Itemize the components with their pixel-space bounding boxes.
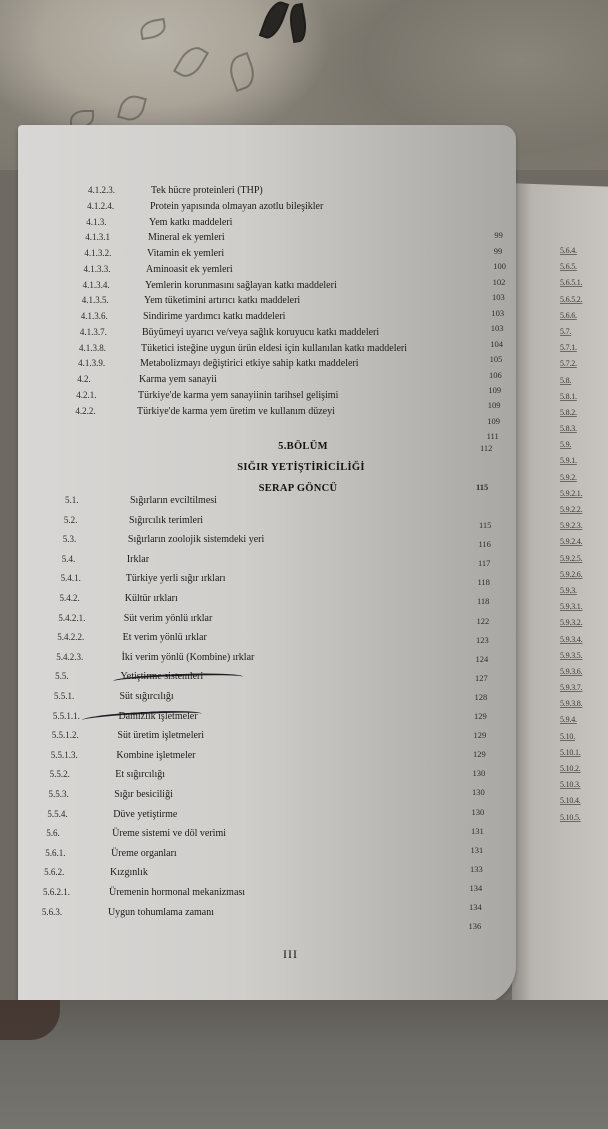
toc-entry-page: 129	[473, 730, 487, 741]
facing-page-entry-number: 5.7.1.	[560, 343, 577, 353]
leaf-pattern-icon	[259, 0, 290, 42]
toc-entry-title: Kızgınlık	[110, 867, 148, 879]
toc-entry-number: 4.1.3.9.	[78, 358, 106, 369]
toc-entry-title: Et sığırcılığı	[115, 769, 166, 781]
leaf-pattern-icon	[139, 18, 168, 40]
toc-entry-page: 115	[479, 520, 492, 530]
toc-entry-number: 4.1.3.	[86, 216, 107, 227]
toc-entry-title: Üremenin hormonal mekanizması	[109, 887, 246, 898]
toc-entry-page: 136	[468, 921, 482, 932]
toc-entry-number: 5.4.2.	[59, 593, 80, 603]
toc-entry-title: Mineral ek yemleri	[148, 232, 225, 244]
toc-entry-title: Türkiye'de karma yem sanayiinin tarihsel gelişimi	[138, 389, 339, 401]
toc-entry-number: 5.2.	[63, 514, 78, 525]
toc-entry-number: 5.5.3.	[48, 789, 69, 799]
toc-entry-page: 104	[490, 338, 503, 349]
toc-entry-page: 130	[472, 787, 485, 798]
facing-page-entry-number: 5.7.	[560, 326, 572, 336]
toc-entry-page: 124	[475, 653, 489, 664]
toc-entry-number: 4.2.1.	[76, 389, 97, 400]
toc-entry-page: 109	[487, 415, 500, 426]
facing-page-entry-number: 5.9.3.4.	[560, 634, 583, 644]
toc-entry-number: 5.5.1.1.	[52, 710, 80, 721]
toc-entry-title: Sığırların evciltilmesi	[130, 495, 217, 506]
facing-page-entry-number: 5.9.4.	[560, 715, 577, 725]
toc-entry-page: 103	[490, 323, 504, 334]
facing-page-entry-number: 5.9.2.3.	[560, 521, 583, 531]
toc-entry-title: Protein yapısında olmayan azotlu bileşikler	[150, 200, 324, 212]
facing-page-entry-number: 5.9.3.2.	[560, 618, 583, 628]
chapter-author-page: 115	[476, 482, 489, 492]
toc-entry-page: 116	[478, 539, 491, 550]
toc-entry-title: Yem katkı maddeleri	[149, 216, 233, 228]
toc-entry-title: Sığır besiciliği	[114, 789, 173, 800]
toc-entry-page: 122	[476, 615, 490, 626]
toc-entry-page: 129	[474, 711, 487, 721]
toc-entry-page: 131	[471, 825, 484, 836]
toc-entry-title: Tüketici isteğine uygun ürün eldesi için kullanılan katkı maddeleri	[141, 342, 408, 354]
toc-entry-title: Yetiştirme sistemleri	[120, 671, 204, 683]
chapter-label-page: 112	[480, 443, 493, 453]
toc-entry-title: Tek hücre proteinleri (THP)	[151, 185, 263, 196]
toc-entry-number: 5.1.	[65, 495, 79, 505]
facing-page-entry-number: 5.9.2.	[560, 472, 577, 482]
toc-entry-page: 117	[478, 558, 491, 569]
toc-entry-title: Kültür ırkları	[124, 593, 178, 604]
toc-entry-page: 130	[471, 806, 485, 817]
facing-page-entry-number: 5.8.3.	[560, 424, 577, 434]
facing-page-entry-number: 5.9.3.8.	[560, 699, 583, 709]
toc-entry-number: 5.6.3.	[41, 906, 63, 917]
facing-page-entry-number: 5.9.2.6.	[560, 569, 583, 579]
toc-entry-title: Üreme sistemi ve döl verimi	[112, 828, 227, 840]
toc-entry-page: 100	[493, 261, 506, 272]
facing-page-numbers	[560, 243, 582, 826]
toc-entry-number: 4.1.3.8.	[79, 342, 106, 353]
facing-page-entry-number: 5.7.2.	[560, 359, 577, 369]
facing-page-entry-number: 5.9.3.7.	[560, 683, 583, 693]
toc-entry-page: 103	[492, 292, 505, 303]
toc-entry-page: 99	[494, 230, 503, 241]
toc-entry-number: 5.6.2.	[44, 867, 65, 878]
toc-entry-number: 5.4.2.1.	[58, 612, 86, 623]
toc-entry-page: 118	[477, 596, 490, 607]
facing-page-entry-number: 5.9.3.	[560, 585, 577, 595]
toc-entry-title: Sığırların zoolojik sistemdeki yeri	[127, 534, 265, 546]
toc-entry-number: 4.2.	[77, 374, 91, 384]
toc-entry-title: Vitamin ek yemleri	[147, 248, 225, 259]
toc-entry-title: Türkiye yerli sığır ırkları	[125, 573, 226, 585]
facing-page-entry-number: 5.6.4.	[560, 246, 577, 255]
toc-entry-title: Süt üretim işletmeleri	[117, 730, 205, 742]
facing-page-entry-number: 5.9.3.6.	[560, 666, 583, 676]
toc-page	[18, 125, 516, 1005]
leaf-pattern-icon	[225, 52, 259, 92]
toc-entry-number: 5.6.	[46, 828, 60, 839]
toc-entry-number: 5.4.	[61, 553, 76, 564]
toc-entry-page: 99	[493, 245, 503, 256]
facing-page-entry-number: 5.9.	[560, 440, 572, 450]
facing-page-entry-number: 5.6.5.2.	[560, 294, 583, 304]
toc-entry-page: 105	[489, 354, 503, 365]
toc-entry-title: Süt verim yönlü ırklar	[123, 612, 213, 624]
toc-entry-number: 5.5.1.3.	[50, 749, 78, 760]
chapter-label: 5.BÖLÜM	[278, 441, 328, 452]
toc-entry-page: 131	[470, 844, 484, 855]
toc-entry-page: 111	[486, 431, 499, 442]
toc-entry-title: İki verim yönlü (Kombine) ırklar	[121, 651, 255, 663]
toc-entry-number: 5.6.2.1.	[43, 887, 70, 897]
toc-entry-title: Üreme organları	[111, 847, 177, 859]
toc-entry-page: 103	[491, 307, 505, 318]
facing-page-entry-number: 5.8.1.	[560, 391, 577, 401]
facing-page-entry-number: 5.9.2.4.	[560, 537, 583, 547]
toc-entry-number: 5.6.1.	[45, 847, 66, 858]
toc-entry-title: Düve yetiştirme	[113, 808, 178, 820]
leaf-pattern-icon	[173, 42, 209, 82]
toc-entry-number: 4.1.3.6.	[80, 311, 108, 321]
toc-entry-title: Sindirime yardımcı katkı maddeleri	[143, 311, 286, 322]
toc-entry-number: 5.5.1.	[54, 691, 75, 701]
toc-entry-number: 5.5.2.	[49, 769, 70, 780]
toc-entry-title: Türkiye'de karma yem üretim ve kullanım düzeyi	[137, 405, 335, 417]
toc-entry-title: Yem tüketimini artırıcı katkı maddeleri	[144, 295, 301, 307]
toc-entry-page: 109	[488, 384, 502, 395]
facing-page-entry-number: 5.10.2.	[560, 764, 581, 773]
facing-page-entry-number: 5.9.1.	[560, 456, 577, 466]
toc-entry-number: 5.5.1.2.	[51, 730, 79, 741]
facing-page-entry-number: 5.9.3.5.	[560, 650, 583, 660]
toc-entry-number: 4.1.2.4.	[87, 200, 115, 211]
toc-entry-page: 134	[469, 882, 483, 893]
toc-entry-page: 102	[492, 276, 506, 287]
page-folio: III	[283, 947, 298, 961]
toc-entry-number: 4.1.3.3.	[83, 263, 111, 274]
facing-page-entry-number: 5.9.3.1.	[560, 602, 583, 612]
chapter-author: SERAP GÖNCÜ	[258, 483, 338, 494]
leaf-pattern-icon	[117, 92, 147, 123]
chapter-title: SIĞIR YETİŞTİRİCİLİĞİ	[237, 462, 365, 473]
toc-entry-title: Sığırcılık terimleri	[128, 514, 204, 526]
toc-entry-title: Irklar	[126, 553, 150, 565]
pen-underline-mark	[82, 709, 202, 725]
toc-entry-number: 4.1.3.1	[85, 232, 111, 243]
leaf-pattern-icon	[287, 3, 309, 43]
toc-entry-page: 134	[469, 902, 482, 912]
toc-entry-title: Aminoasit ek yemleri	[146, 263, 233, 275]
facing-page-entry-number: 5.6.5.	[560, 262, 577, 272]
toc-entry-title: Süt sığırcılığı	[119, 691, 174, 702]
toc-entry-title: Yemlerin korunmasını sağlayan katkı maddeleri	[145, 279, 337, 291]
facing-page-entry-number: 5.9.2.2.	[560, 505, 583, 514]
facing-page-entry-number: 5.6.5.1.	[560, 278, 583, 288]
toc-entry-number: 5.3.	[62, 534, 77, 545]
facing-page-entry-number: 5.8.	[560, 375, 572, 385]
facing-page-entry-number: 5.10.3.	[560, 780, 581, 790]
toc-entry-page: 128	[474, 691, 488, 702]
toc-entry-title: Damızlık işletmeler	[118, 710, 198, 722]
toc-entry-number: 5.5.	[55, 671, 69, 682]
facing-page-entry-number: 5.10.5.	[560, 812, 581, 822]
toc-entry-title: Metabolizmayı değiştirici etkiye sahip katkı maddeleri	[140, 358, 359, 370]
toc-entry-page: 130	[472, 768, 486, 779]
toc-entry-page: 123	[476, 634, 489, 645]
facing-page-entry-number: 5.6.6.	[560, 310, 577, 320]
toc-entry-number: 4.1.3.7.	[79, 326, 107, 337]
toc-entry-page: 127	[475, 672, 488, 683]
toc-entry-number: 4.1.2.3.	[88, 185, 115, 195]
toc-entry-title: Karma yem sanayii	[139, 374, 217, 385]
toc-entry-page: 118	[477, 577, 490, 588]
toc-entry-title: Uygun tohumlama zamanı	[107, 906, 215, 918]
toc-entry-number: 4.1.3.4.	[82, 279, 110, 290]
toc-entry-number: 5.4.1.	[60, 573, 81, 584]
toc-entry-page: 109	[487, 400, 501, 411]
facing-page-entry-number: 5.10.	[560, 731, 576, 741]
toc-entry-page: 133	[470, 863, 483, 874]
toc-entry-title: Et verim yönlü ırklar	[122, 632, 207, 644]
toc-entry-number: 4.1.3.5.	[81, 295, 109, 306]
facing-page-entry-number: 5.9.2.1.	[560, 488, 583, 498]
toc-entry-title: Büyümeyi uyarıcı ve/veya sağlık koruyucu katkı maddeleri	[142, 326, 380, 338]
background-blanket	[0, 1000, 608, 1129]
toc-entry-page: 106	[489, 369, 502, 380]
facing-page-entry-number: 5.10.1.	[560, 747, 581, 757]
facing-page-entry-number: 5.9.2.5.	[560, 553, 583, 563]
toc-entry-page: 129	[473, 749, 486, 760]
toc-entry-number: 4.1.3.2.	[84, 248, 112, 258]
toc-entry-number: 4.2.2.	[75, 405, 96, 416]
facing-page-entry-number: 5.10.4.	[560, 796, 581, 806]
toc-entry-number: 5.4.2.2.	[57, 632, 85, 643]
toc-entry-title: Kombine işletmeler	[116, 749, 196, 761]
facing-page-entry-number: 5.8.2.	[560, 407, 577, 417]
toc-entry-number: 5.4.2.3.	[56, 651, 84, 662]
toc-entry-number: 5.5.4.	[47, 808, 68, 819]
